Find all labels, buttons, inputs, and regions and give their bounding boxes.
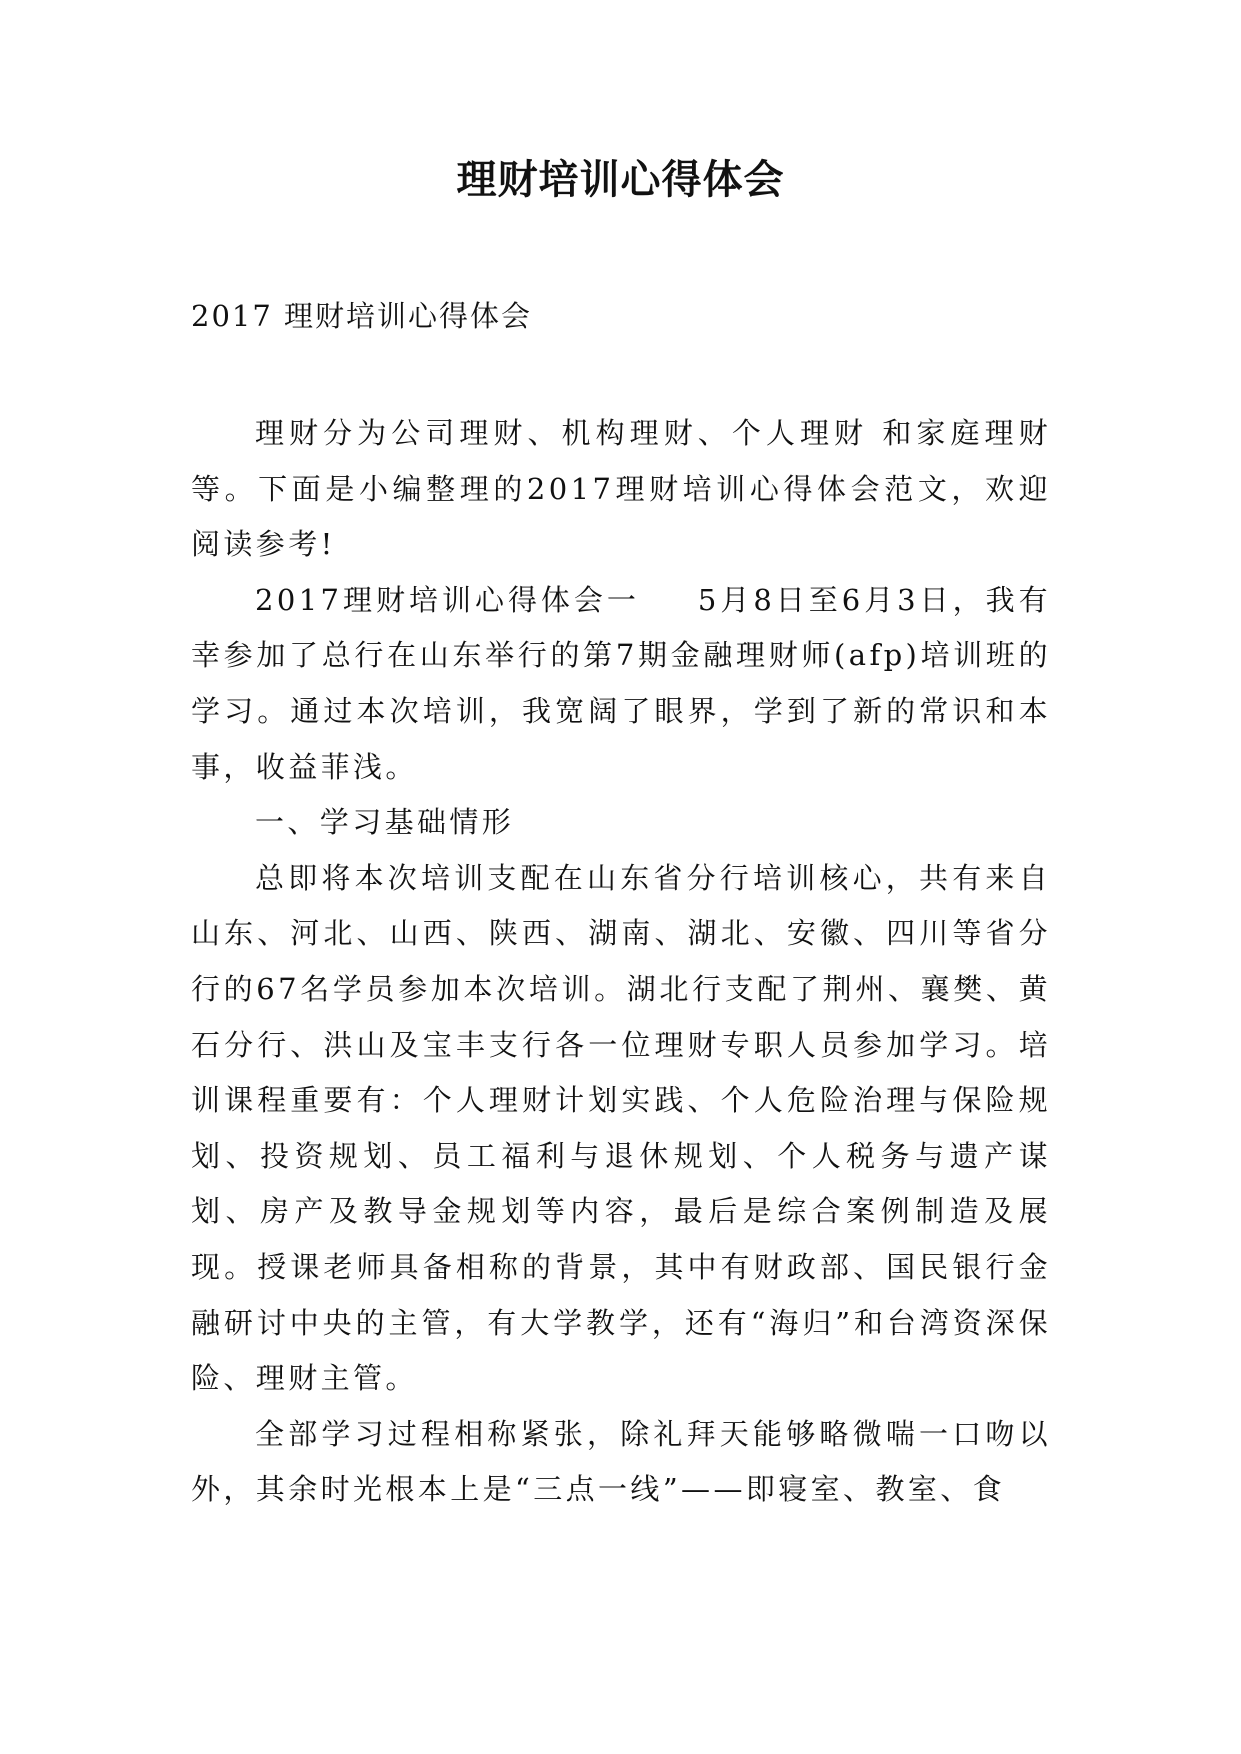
document-title: 理财培训心得体会 (456, 157, 785, 203)
paragraph-heading-basic: 一、学习基础情形 (255, 805, 515, 840)
document-subtitle: 2017 理财培训心得体会 (191, 299, 533, 333)
paragraph-training-details: 总即将本次培训支配在山东省分行培训核心，共有来自山东、河北、山西、陕西、湖南、湖北、安徽、四川等省分行的67名学员参加本次培训。湖北行支配了荆州、襄樊、黄石分行、洪山及宝丰支行各一位理财专职人员参加学习。培训课程重要有：个人理财计划实践、个人危险治理与保险规划、投资规划、员工福利与退休规划、个人税务与遗产谋划、房产及教导金规划等内容，最后是综合案例制造及展现。授课老师具备相称的背景，其中有财政部、国民银行金融研讨中央的主管，有大学教学，还有“海归”和台湾资深保险、理财主管。 (191, 860, 1051, 1396)
section-one-text: 5月8日至6月3日，我有幸参加了总行在山东举行的第7期金融理财师(afp)培训班的学习。通过本次培训，我宽阔了眼界，学到了新的常识和本事，收益菲浅。 (191, 582, 1051, 784)
paragraph-study-process: 全部学习过程相称紧张，除礼拜天能够略微喘一口吻以外，其余时光根本上是“三点一线”——即寝室、教室、食 (191, 1416, 1051, 1507)
section-one-heading: 2017理财培训心得体会一 (255, 582, 640, 617)
document-body (191, 406, 1051, 1518)
paragraph-section-one (191, 573, 1051, 795)
paragraph-intro: 理财分为公司理财、机构理财、个人理财 和家庭理财等。下面是小编整理的2017理财培训心得体会范文，欢迎阅读参考! (191, 416, 1051, 562)
